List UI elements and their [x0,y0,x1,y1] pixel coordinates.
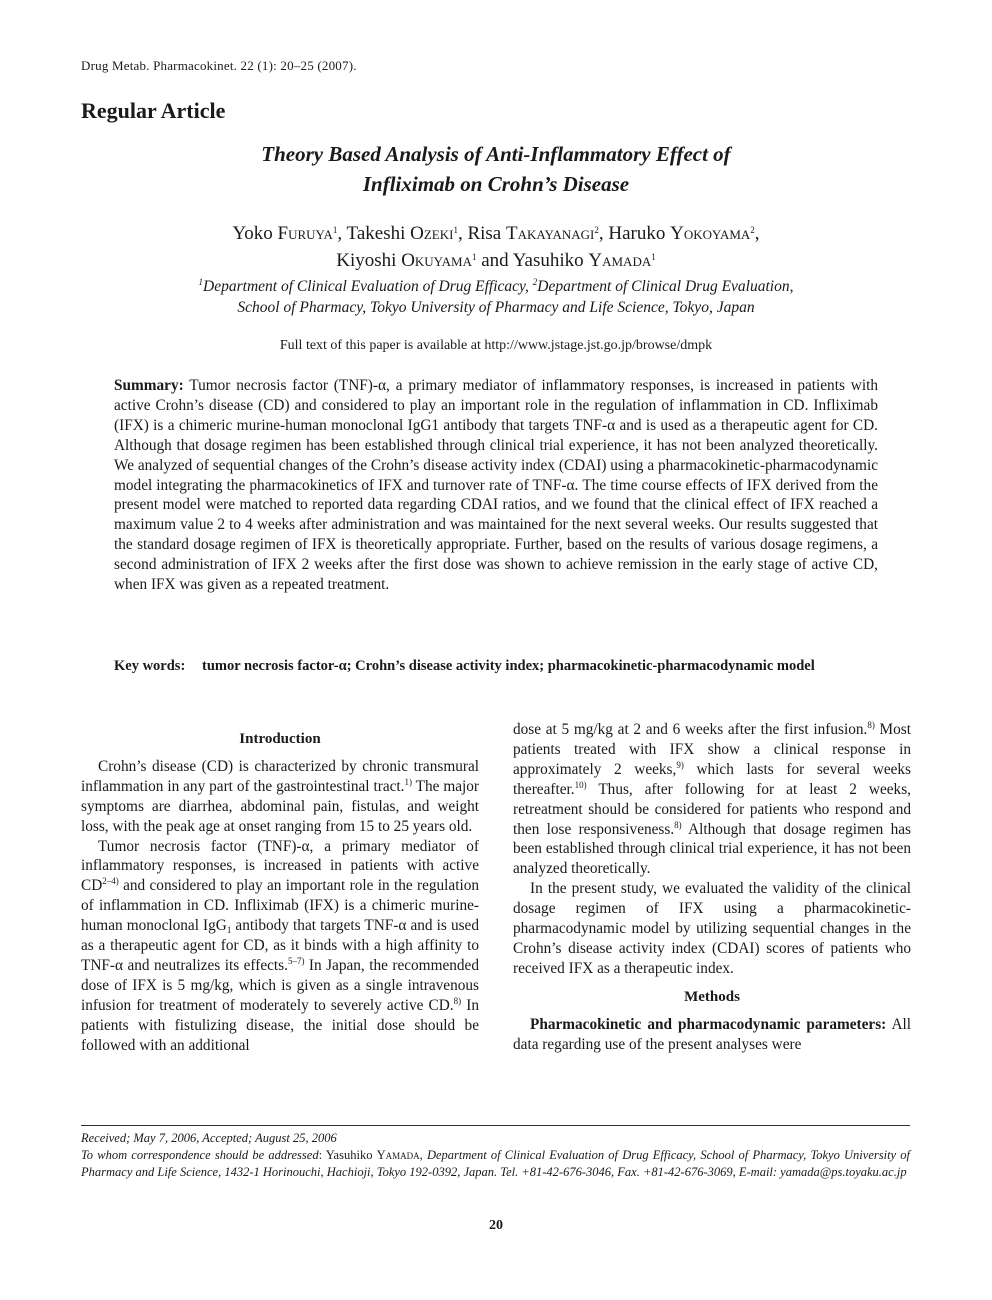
intro-paragraph-3: dose at 5 mg/kg at 2 and 6 weeks after the first infusion.$^{8)}$ Most patients treated with IFX show a clinical response in approximately 2 weeks,$^{9)}$ which lasts for several weeks thereafter.$^{10)}$ Thus, after following for at least 2 weeks, retreatment should be considered for patients who respond and then lose responsiveness.$^{8)}$ Although that dosage regimen has been established through clinical trial experience, it has not been analyzed theoretically. [513,720,912,878]
author-4: Haruko Yokoyama$^2$ [608,223,755,244]
keywords-text: tumor necrosis factor-α; Crohn’s disease activity index; pharmacokinetic-pharmacodynamic model [202,658,815,674]
author-5: Kiyoshi Okuyama$^1$ [336,250,477,271]
fulltext-link[interactable]: Full text of this paper is available at http://www.jstage.jst.go.jp/browse/dmpk [279,338,713,353]
intro-paragraph-2: Tumor necrosis factor (TNF)-α, a primary mediator of inflammatory responses, is increased in patients with active CD$^{2-4)}$ and considered to play an important role in the regulation of inflammation in CD. Infliximab (IFX) is a chimeric murine-human monoclonal IgG$_1$ antibody that targets TNF-α and is used as a therapeutic agent for CD, as it binds with a high affinity to TNF-α and neutralizes its effects.$^{5-7)}$ In Japan, the recommended dose of IFX is 5 mg/kg, which is given as a single intravenous infusion for treatment of moderately to severely active CD.$^{8)}$ In patients with fistulizing disease, the initial dose should be followed with an additional [81,837,479,1054]
title-line-1: Theory Based Analysis of Anti-Inflammatory Effect of [261,142,731,166]
received-dates: Received; May 7, 2006, Accepted; August 25, 2006 [81,1131,337,1145]
correspondence: To whom correspondence should be addressed: Yasuhiko Yamada, Department of Clinical Evaluation of Drug Efficacy, School of Pharmacy, Tokyo University of Pharmacy and Life Science, 1432-1 Horinouchi, Hachioji, Tokyo 192-0392, Japan. Tel. +81-42-676-3046, Fax. +81-42-676-3069, E-mail: yamada@ps.toyaku.ac.jp [81,1148,911,1179]
title-line-2: Infliximab on Crohn’s Disease [362,172,630,196]
intro-paragraph-1: Crohn’s disease (CD) is characterized by chronic transmural inflammation in any part of the gastrointestinal tract.$^{1)}$ The major symptoms are diarrhea, abdominal pain, fistulas, and weight loss, with the peak age at onset ranging from 15 to 25 years old. [81,757,479,835]
author-1: Yoko Furuya$^1$ [232,223,338,244]
author-6: Yasuhiko Yamada$^1$ [512,250,656,271]
keywords [114,656,878,676]
journal-citation: Drug Metab. Pharmacokinet. 22 (1): 20–25 (2007). [81,58,357,73]
keywords-label: Key words: [114,658,186,674]
paper-title [120,139,872,199]
author-list: Yoko Furuya$^1$, Takeshi Ozeki$^1$, Risa Takayanagi$^2$, Haruko Yokoyama$^2$, Kiyoshi Okuyama$^1$ and Yasuhiko Yamada$^1$ [232,223,760,271]
footnote-divider [81,1125,910,1126]
summary-text: Tumor necrosis factor (TNF)-α, a primary mediator of inflammatory responses, is increased in patients with active Crohn’s disease (CD) and considered to play an important role in the regulation of inflammation in CD. Infliximab (IFX) is a chimeric murine-human monoclonal IgG1 antibody that targets TNF-α and is used as a therapeutic agent for CD. Although that dosage regimen has been established through clinical trial experience, it has not been analyzed theoretically. We analyzed of sequential changes of the Crohn’s disease activity index (CDAI) using a pharmacokinetic-pharmacodynamic model integrating the pharmacokinetics of IFX and turnover rate of TNF-α. The time course effects of IFX derived from the present model were matched to reported data regarding CDAI ratios, and we found that the clinical effect of IFX reached a maximum value 2 to 4 weeks after administration and was maintained for the next several weeks. Our results suggested that the standard dosage regimen of IFX is theoretically appropriate. Further, based on the results of various dosage regimens, a second administration of IFX 2 weeks after the first dose was shown to achieve remission in the early stage of active CD, when IFX was given as a repeated treatment. [114,377,878,594]
right-column [513,720,911,1055]
left-column [81,720,479,1056]
methods-paragraph-1: Pharmacokinetic and pharmacodynamic parameters: All data regarding use of the present analyses were [513,1015,911,1053]
summary [114,376,878,595]
article-type: Regular Article [81,98,226,123]
author-3: Risa Takayanagi$^2$ [467,223,599,244]
summary-label: Summary: [114,377,184,394]
page-number: 20 [489,1218,503,1233]
methods-heading: Methods [684,988,740,1005]
author-2: Takeshi Ozeki$^1$ [346,223,458,244]
introduction-heading: Introduction [239,731,321,747]
intro-paragraph-4: In the present study, we evaluated the validity of the clinical dosage regimen of IFX using a pharmacokinetic-pharmacodynamic model by utilizing sequential changes in the Crohn’s disease activity index (CDAI) scores of patients who received IFX as a therapeutic index. [513,880,911,977]
affiliations: $^1$Department of Clinical Evaluation of Drug Efficacy, $^2$Department of Clinical Drug Evaluation, School of Pharmacy, Tokyo University of Pharmacy and Life Science, Tokyo, Japan [198,277,794,316]
footnote [81,1130,910,1181]
